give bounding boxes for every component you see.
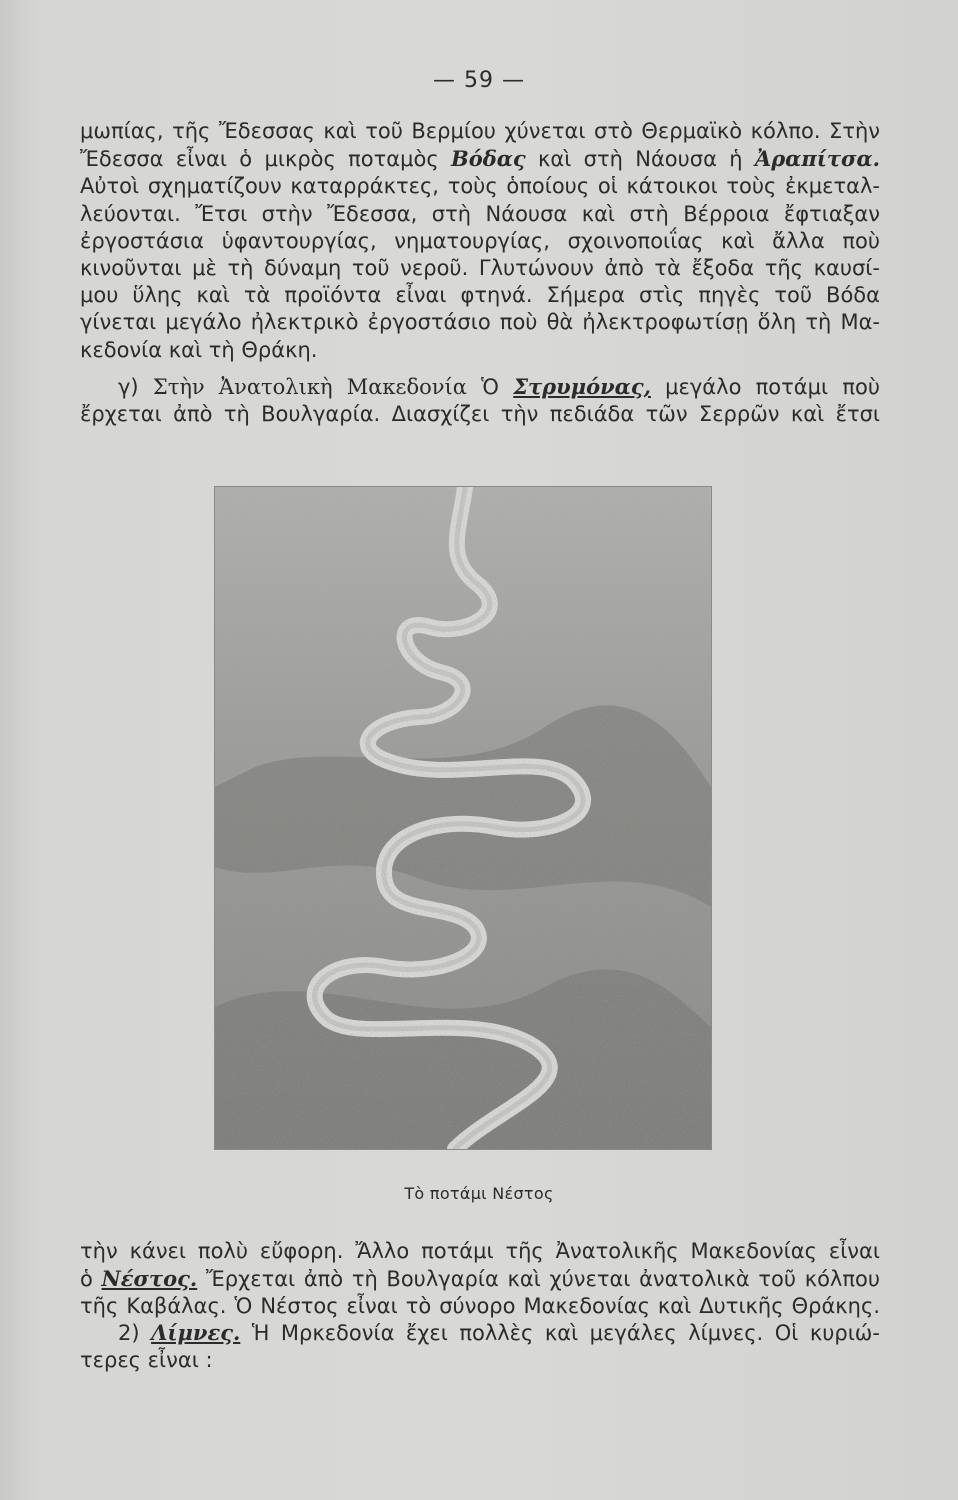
river-name-arapitsa: Ἀραπίτσα. bbox=[754, 146, 880, 172]
text-line: μωπίας, τῆς Ἔδεσσας καὶ τοῦ Βερμίου χύνεται στὸ Θερμαϊκὸ κόλπο. Στὴν bbox=[80, 119, 880, 143]
text-line: 2) Λίμνες. Ἡ Μρκεδονία ἔχει πολλὲς καὶ μεγάλες λίμνες. Οἱ κυριώ- bbox=[118, 1320, 880, 1345]
section-heading-lakes: Λίμνες. bbox=[151, 1320, 241, 1345]
text-line: γ) Στὴν Ἀνατολικὴ Μακεδονία Ὁ Στρυμόνας, μεγάλο ποτάμι ποὺ bbox=[118, 374, 880, 399]
text-line: κινοῦνται μὲ τὴ δύναμη τοῦ νεροῦ. Γλυτώνουν ἀπὸ τὰ ἔξοδα τῆς καυσί- bbox=[80, 256, 880, 281]
paragraph-rivers-west bbox=[80, 118, 880, 364]
figure-caption: Τὸ ποτάμι Νέστος bbox=[404, 1184, 554, 1203]
text-line: τὴν κάνει πολὺ εὔφορη. Ἄλλο ποτάμι τῆς Ἀνατολικῆς Μακεδονίας εἶναι bbox=[80, 1239, 880, 1263]
section-heading: Στὴν Ἀνατολικὴ Μακεδονία bbox=[152, 375, 467, 399]
text-line: μου ὕλης καὶ τὰ προϊόντα εἶναι φτηνά. Σήμερα στὶς πηγὲς τοῦ Βόδα bbox=[80, 283, 880, 308]
river-name-nestos: Νέστος. bbox=[101, 1266, 198, 1292]
paragraph-lakes bbox=[80, 1319, 880, 1374]
text-line: κεδονία καὶ τὴ Θράκη. bbox=[80, 337, 318, 362]
paragraph-nestos bbox=[80, 1238, 880, 1321]
text-line: τῆς Καβάλας. Ὁ Νέστος εἶναι τὸ σύνορο Μακεδονίας καὶ Δυτικῆς Θράκης. bbox=[80, 1294, 880, 1319]
text-line: γίνεται μεγάλο ἠλεκτρικὸ ἐργοστάσιο ποὺ θὰ ἠλεκτροφωτίσῃ ὅλη τὴ Μα- bbox=[80, 310, 880, 335]
page-number: — 59 — bbox=[433, 68, 525, 93]
river-name-strymonas: Στρυμόνας, bbox=[513, 374, 651, 399]
text-line: Ἔδεσσα εἶναι ὁ μικρὸς ποταμὸς Βόδας καὶ στὴ Νάουσα ἡ Ἀραπίτσα. bbox=[80, 146, 880, 172]
text-line: τερες εἶναι : bbox=[80, 1348, 213, 1373]
paragraph-east-macedonia bbox=[80, 373, 880, 428]
text-line: ἔρχεται ἀπὸ τὴ Βουλγαρία. Διασχίζει τὴν πεδιάδα τῶν Σερρῶν καὶ ἔτσι bbox=[80, 402, 880, 427]
meander-river-image bbox=[215, 487, 711, 1149]
river-name-vodas: Βόδας bbox=[450, 146, 526, 172]
text-line: ὁ Νέστος. Ἔρχεται ἀπὸ τὴ Βουλγαρία καὶ χύνεται ἀνατολικὰ τοῦ κόλπου bbox=[80, 1266, 880, 1292]
river-photo bbox=[214, 486, 712, 1150]
text-line: ἐργοστάσια ὑφαντουργίας, νηματουργίας, σχοινοποιΐας καὶ ἄλλα ποὺ bbox=[80, 228, 880, 253]
text-line: Αὐτοὶ σχηματίζουν καταρράκτες, τοὺς ὁποίους οἱ κάτοικοι τοὺς ἐκμεταλ- bbox=[80, 174, 880, 199]
text-line: λεύονται. Ἔτσι στὴν Ἔδεσσα, στὴ Νάουσα καὶ στὴ Βέρροια ἔφτιαξαν bbox=[80, 201, 880, 226]
